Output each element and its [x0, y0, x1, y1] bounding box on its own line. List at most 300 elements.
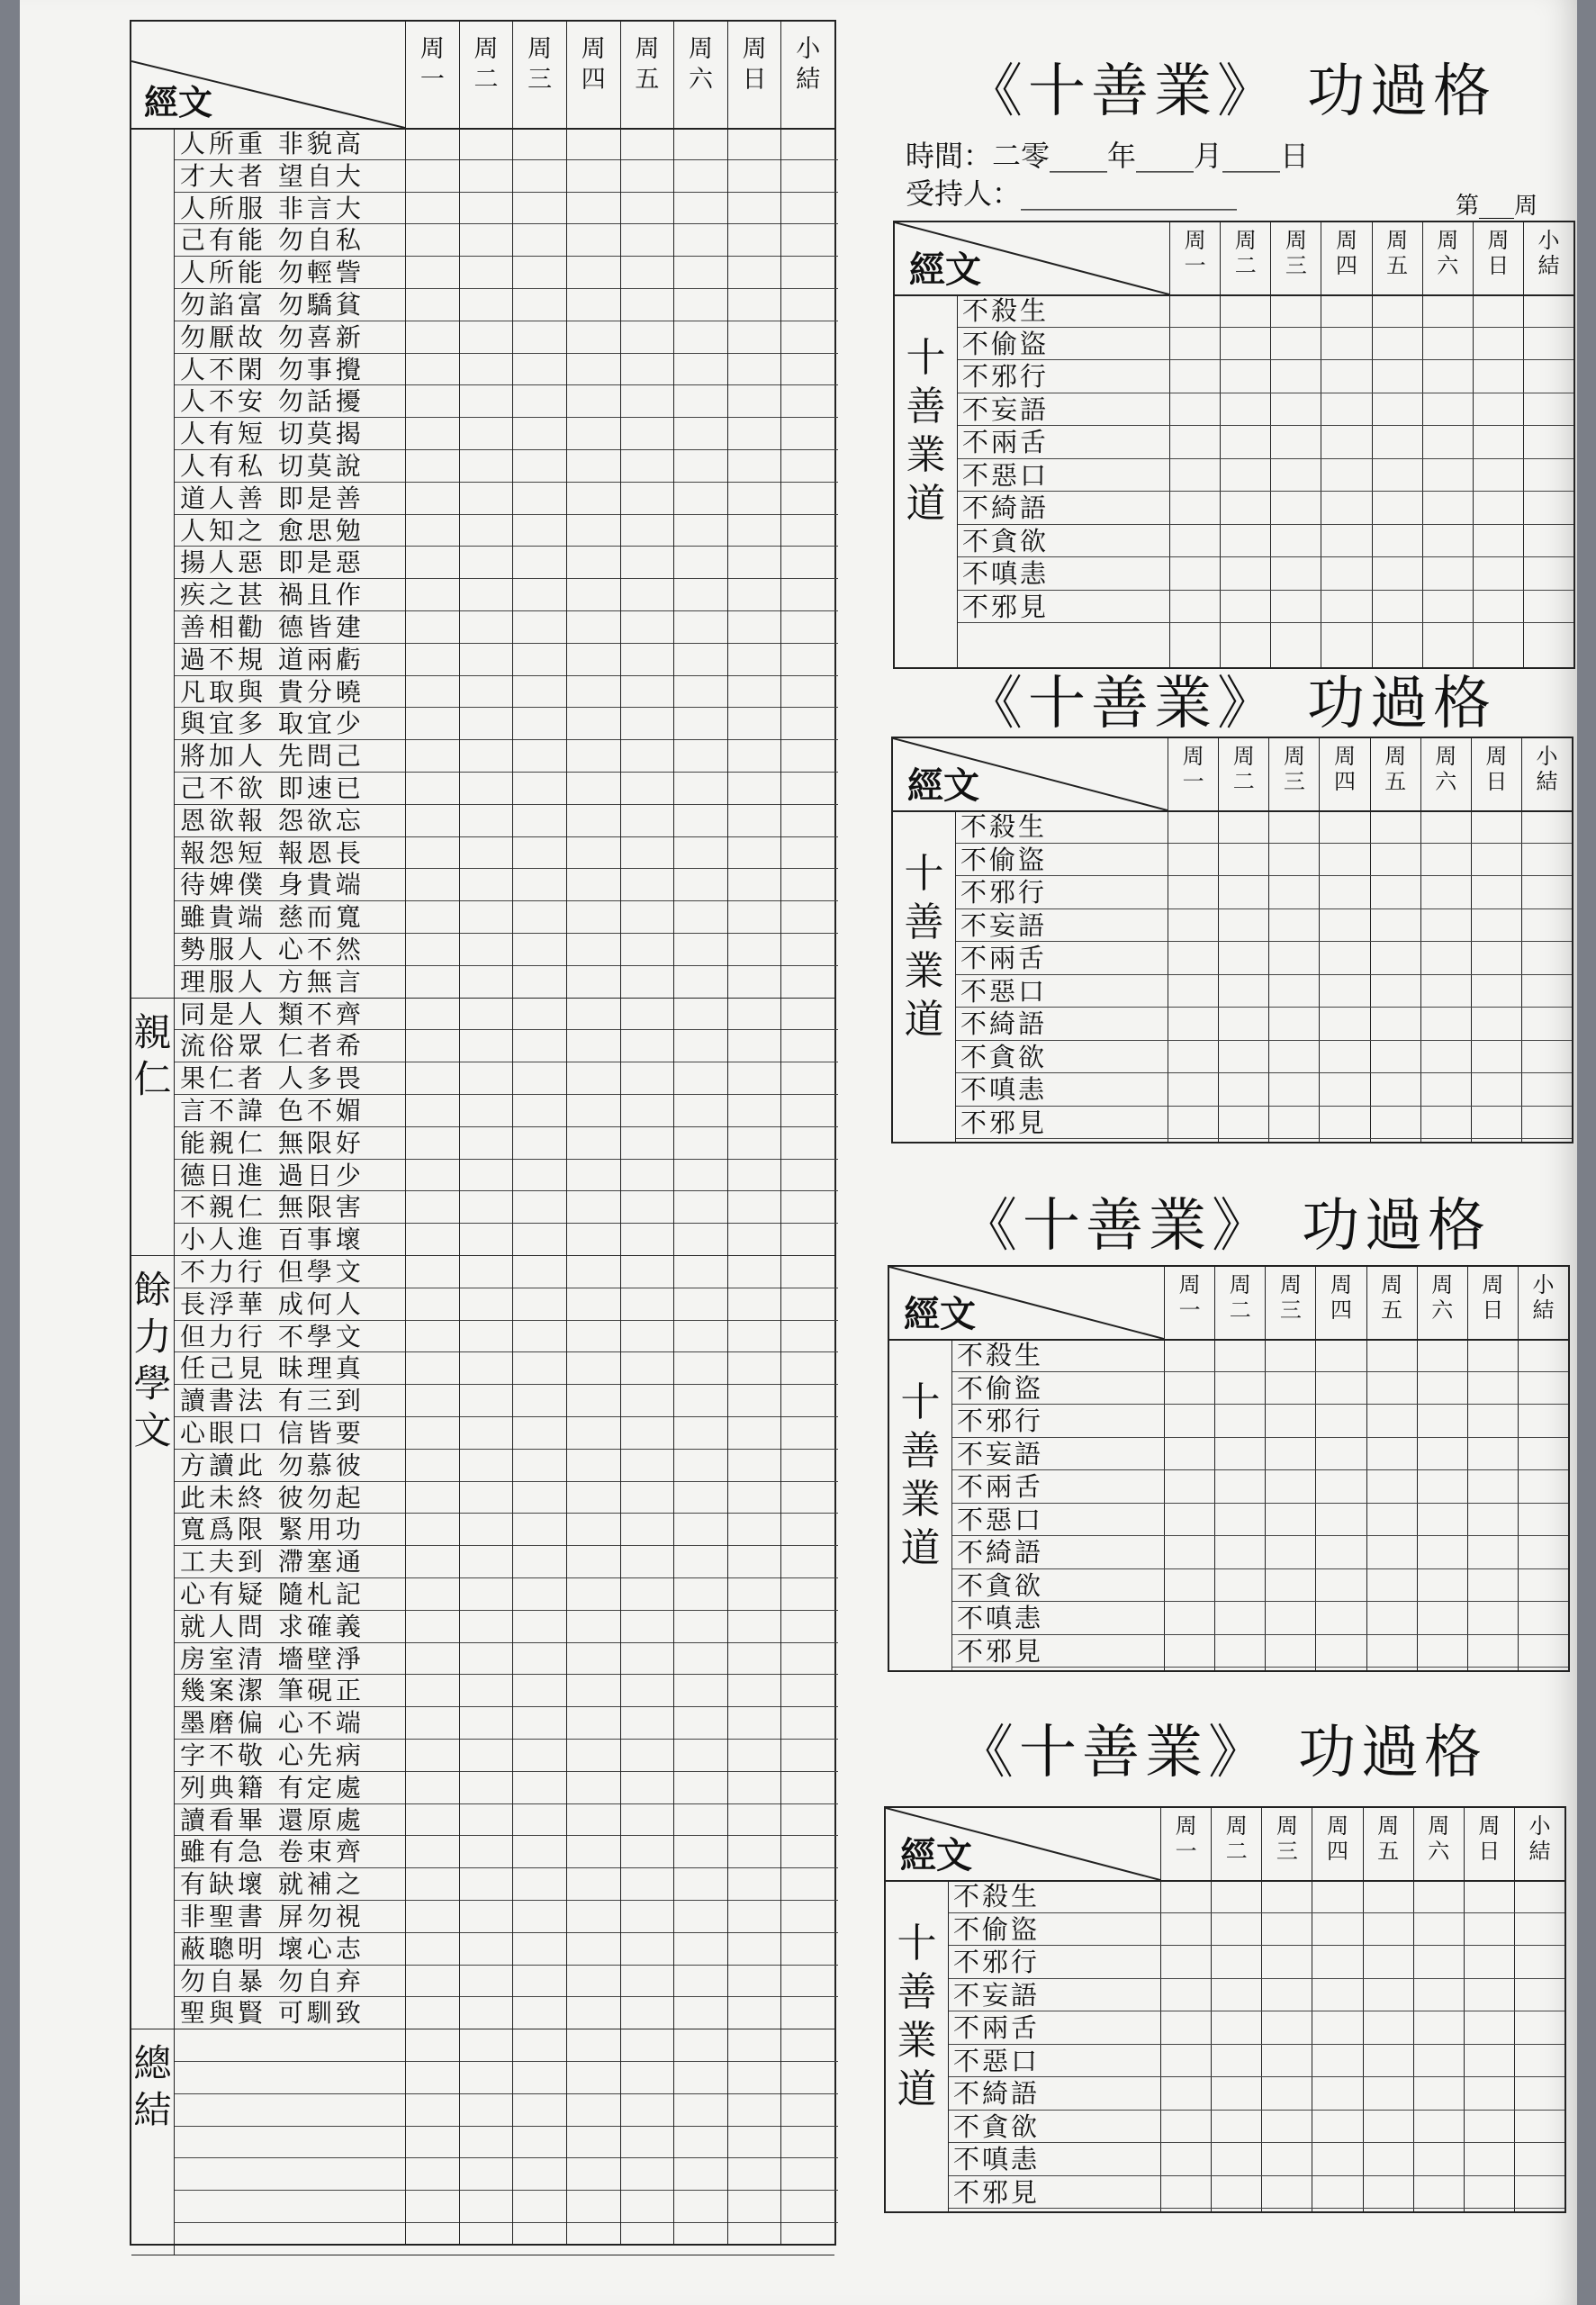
day-header-line2: 結 — [796, 66, 821, 94]
sutra-row — [175, 1224, 838, 1256]
day-column-header — [1363, 1808, 1413, 1880]
sutra-row — [175, 1352, 838, 1385]
merit-table — [893, 221, 1575, 669]
merit-label-char: 善 — [897, 1969, 937, 2015]
sutra-verse: 流俗眾 仁者希 — [180, 1031, 365, 1062]
day-column-header — [780, 22, 834, 128]
precept-row — [949, 1979, 1564, 2012]
sutra-row — [175, 515, 838, 547]
day-header-line2: 結 — [1528, 1839, 1551, 1864]
day-header-line1: 小 — [1537, 228, 1560, 253]
day-header-line2: 四 — [1330, 1297, 1352, 1323]
precept-row — [949, 1880, 1564, 1913]
day-column-header — [1211, 1808, 1261, 1880]
precept-row — [958, 294, 1573, 328]
precept-label: 不殺生 — [953, 1881, 1041, 1912]
sutra-verse: 果仁者 人多畏 — [180, 1063, 365, 1094]
sutra-row — [175, 1772, 838, 1804]
sutra-row — [175, 1578, 838, 1611]
merit-section-label — [895, 294, 958, 667]
merit-label-char: 業 — [904, 948, 944, 994]
day-header-line2: 結 — [1532, 1297, 1555, 1323]
merit-label-char: 十 — [906, 335, 946, 381]
day-header-line1: 周 — [1232, 744, 1255, 769]
sutra-verse: 但力行 不學文 — [180, 1321, 365, 1351]
day-header-line1: 周 — [1485, 744, 1508, 769]
page-sheet — [20, 0, 1577, 2305]
week-suffix: 周 — [1514, 193, 1538, 220]
precept-row — [958, 393, 1573, 427]
sutra-verse: 同是人 類不齊 — [180, 999, 365, 1029]
day-header-line1: 小 — [796, 35, 821, 63]
day-header-line2: 一 — [1184, 253, 1206, 278]
sutra-verse: 凡取與 貴分曉 — [180, 676, 365, 707]
precept-row — [958, 591, 1573, 624]
sutra-row — [175, 193, 838, 225]
merit-label-char: 十 — [904, 851, 944, 897]
column-rule — [673, 128, 674, 2244]
day-header-line2: 三 — [1283, 769, 1305, 794]
day-header-line2: 日 — [1487, 253, 1510, 278]
sutra-verse: 幾案潔 筆硯正 — [180, 1676, 365, 1706]
precept-label: 不殺生 — [960, 811, 1048, 842]
precept-row — [958, 426, 1573, 459]
merit-section-label — [889, 1339, 952, 1670]
precept-row — [952, 1339, 1568, 1372]
day-header-line1: 小 — [1532, 1272, 1555, 1297]
section-label-char: 結 — [133, 2088, 172, 2133]
sutra-row — [175, 611, 838, 644]
sutra-verse: 非聖書 屏勿視 — [180, 1902, 365, 1931]
merit-label-char: 善 — [904, 899, 944, 945]
sutra-verse: 德日進 過日少 — [180, 1160, 365, 1190]
precept-label: 不綺語 — [953, 2078, 1041, 2109]
day-column-header — [405, 22, 459, 128]
sutra-verse: 人有私 切莫說 — [180, 451, 365, 481]
merit-label-char: 業 — [900, 1477, 941, 1523]
left-table-header — [131, 22, 834, 130]
sutra-verse: 人所能 勿輕訾 — [180, 258, 365, 288]
day-column-header — [1169, 222, 1220, 294]
sutra-verse: 道人善 即是善 — [180, 483, 365, 513]
merit-title-main: 《十善業》 — [956, 1720, 1271, 1786]
day-column-header — [1471, 738, 1521, 810]
merit-table-header — [889, 1267, 1568, 1341]
sutra-row — [175, 1707, 838, 1740]
column-rule — [566, 128, 567, 2244]
sutra-row — [175, 1385, 838, 1417]
precept-label: 不邪見 — [960, 1107, 1048, 1138]
day-header-line2: 六 — [1431, 1297, 1454, 1323]
sutra-row — [175, 289, 838, 321]
day-header-line2: 四 — [581, 66, 606, 94]
sutra-section — [131, 2029, 834, 2255]
sutra-row — [175, 1191, 838, 1224]
merit-table — [884, 1806, 1566, 2213]
sutra-row — [175, 321, 838, 354]
day-column-header — [1265, 1267, 1315, 1339]
day-header-line1: 周 — [1178, 1272, 1201, 1297]
day-column-header — [1417, 1267, 1467, 1339]
merit-label-char: 善 — [906, 384, 946, 429]
day-header-line2: 四 — [1335, 253, 1357, 278]
day-header-line1: 周 — [1435, 744, 1457, 769]
precept-row — [956, 876, 1572, 909]
precept-row — [956, 810, 1572, 844]
precept-label: 不惡口 — [962, 459, 1050, 491]
precept-row — [949, 2111, 1564, 2144]
day-header-line2: 五 — [635, 66, 660, 94]
day-header-line1: 周 — [1431, 1272, 1454, 1297]
precept-label: 不嗔恚 — [962, 558, 1050, 589]
sutra-verse: 人所服 非言大 — [180, 193, 365, 223]
precept-label: 不邪行 — [957, 1406, 1044, 1436]
sutra-verse: 心有疑 隨札記 — [180, 1579, 365, 1609]
sutra-row — [175, 1997, 838, 2029]
merit-section-label — [893, 810, 956, 1142]
sutra-verse: 房室清 墻壁淨 — [180, 1643, 365, 1674]
day-column-header — [1261, 1808, 1312, 1880]
day-header-line1: 周 — [1384, 744, 1407, 769]
precept-label: 不貪欲 — [953, 2111, 1041, 2142]
sutra-section — [131, 999, 834, 1256]
day-column-header — [566, 22, 620, 128]
day-header-line1: 周 — [1437, 228, 1459, 253]
sutra-row — [175, 385, 838, 418]
section-label — [131, 2029, 175, 2255]
precept-row — [952, 1536, 1568, 1569]
precept-label: 不綺語 — [962, 493, 1050, 523]
day-header-line2: 三 — [1276, 1839, 1298, 1864]
merit-title — [965, 45, 1496, 128]
merit-table-header — [895, 222, 1573, 296]
sutra-verse: 列典籍 有定處 — [180, 1772, 365, 1803]
sutra-verse: 聖與賢 可馴致 — [180, 1998, 365, 2029]
sutra-row — [175, 2127, 838, 2159]
day-header-line2: 二 — [1232, 769, 1255, 794]
precept-label: 不惡口 — [960, 975, 1048, 1007]
precept-row — [956, 1073, 1572, 1107]
sutra-row — [175, 224, 838, 257]
sutra-row — [175, 160, 838, 193]
day-column-header — [1372, 222, 1422, 294]
sutra-row — [175, 2223, 838, 2255]
precept-row — [952, 1569, 1568, 1603]
sutra-row — [175, 1417, 838, 1450]
merit-table — [891, 737, 1573, 1143]
section-label — [131, 128, 175, 998]
merit-title-sub: 功過格 — [1307, 59, 1496, 125]
sutra-row — [175, 1288, 838, 1321]
day-column-header — [1319, 738, 1369, 810]
day-column-header — [512, 22, 566, 128]
precept-label: 不妄語 — [953, 1979, 1041, 2011]
day-header-line1: 小 — [1536, 744, 1558, 769]
precept-label: 不邪見 — [962, 591, 1050, 622]
merit-title — [960, 1180, 1491, 1262]
section-label-char: 文 — [133, 1408, 172, 1452]
day-header-line2: 六 — [1437, 253, 1459, 278]
day-header-line1: 周 — [419, 35, 445, 63]
section-label-char: 餘 — [133, 1268, 172, 1312]
precept-label: 不貪欲 — [957, 1569, 1044, 1601]
day-column-header — [1315, 1267, 1366, 1339]
sutra-header-cell — [131, 22, 405, 128]
day-header-line2: 六 — [1428, 1839, 1450, 1864]
precept-row — [956, 1041, 1572, 1074]
precept-label: 不兩舌 — [960, 943, 1048, 973]
column-rule — [459, 128, 460, 2244]
day-header-line2: 二 — [473, 66, 499, 94]
column-rule — [727, 128, 728, 2244]
sutra-verse: 讀看畢 還原處 — [180, 1804, 365, 1835]
day-header-line1: 周 — [1482, 1272, 1504, 1297]
precept-row — [956, 909, 1572, 943]
column-rule — [405, 128, 406, 2244]
sutra-row — [175, 1321, 838, 1353]
day-column-header — [1160, 1808, 1211, 1880]
day-header-line2: 一 — [1182, 769, 1204, 794]
merit-label-char: 十 — [900, 1379, 941, 1425]
sutra-row — [175, 740, 838, 773]
day-header-line1: 周 — [1428, 1813, 1450, 1839]
sutra-header-cell — [889, 1267, 1164, 1339]
sutra-row — [175, 2158, 838, 2191]
sutra-row — [175, 1482, 838, 1514]
week-blank: ___ — [1479, 193, 1515, 220]
precept-row — [956, 844, 1572, 877]
sutra-row — [175, 418, 838, 450]
day-header-line2: 二 — [1225, 1839, 1248, 1864]
day-header-line2: 五 — [1381, 1297, 1403, 1323]
sutra-verse: 寬爲限 緊用功 — [180, 1514, 365, 1545]
sutra-row — [175, 450, 838, 483]
day-header-line1: 周 — [635, 35, 660, 63]
section-label-char: 親 — [133, 1009, 172, 1054]
precept-row — [949, 2045, 1564, 2078]
day-column-header — [1214, 1267, 1265, 1339]
column-rule — [512, 128, 513, 2244]
sutra-verse: 勢服人 心不然 — [180, 935, 365, 964]
precept-label: 不偷盜 — [953, 1913, 1041, 1945]
day-header-line2: 一 — [1178, 1297, 1201, 1323]
precept-row — [952, 1470, 1568, 1504]
sutra-row — [175, 128, 838, 160]
precept-row — [956, 975, 1572, 1008]
sutra-row — [175, 547, 838, 579]
sutra-verse: 言不諱 色不媚 — [180, 1095, 365, 1125]
merit-label-char: 善 — [900, 1428, 941, 1474]
precept-label: 不貪欲 — [962, 525, 1050, 556]
precept-row — [952, 1504, 1568, 1537]
sutra-verse: 墨磨偏 心不端 — [180, 1708, 365, 1739]
merit-title-sub: 功過格 — [1302, 1193, 1491, 1260]
sutra-verse: 人有短 切莫揭 — [180, 419, 365, 449]
day-header-line2: 二 — [1229, 1297, 1251, 1323]
merit-title — [965, 657, 1496, 740]
section-label — [131, 1256, 175, 2029]
precept-row — [949, 2143, 1564, 2176]
day-header-line1: 周 — [1381, 1272, 1403, 1297]
precept-label: 不綺語 — [960, 1008, 1048, 1039]
precept-row — [949, 1913, 1564, 1947]
day-header-line1: 周 — [527, 35, 553, 63]
merit-section-label — [886, 1880, 949, 2211]
sutra-row — [175, 901, 838, 934]
day-header-line2: 日 — [742, 66, 767, 94]
day-header-line2: 五 — [1384, 769, 1407, 794]
sutra-header-label: 經文 — [900, 1835, 972, 1876]
sutra-row — [175, 2094, 838, 2127]
day-column-header — [1523, 222, 1573, 294]
day-header-line1: 周 — [1386, 228, 1409, 253]
day-header-line2: 六 — [1435, 769, 1457, 794]
precept-label: 不邪行 — [953, 1947, 1041, 1977]
sutra-verse: 己不欲 即速已 — [180, 773, 365, 803]
precept-label: 不嗔恚 — [960, 1074, 1048, 1105]
sutra-header-cell — [886, 1808, 1160, 1880]
day-header-line1: 周 — [1478, 1813, 1501, 1839]
day-column-header — [1370, 738, 1420, 810]
day-header-line1: 周 — [1182, 744, 1204, 769]
merit-label-char: 道 — [897, 2066, 937, 2112]
day-header-line1: 周 — [1175, 1813, 1197, 1839]
sutra-row — [175, 257, 838, 289]
day-header-line1: 周 — [1333, 744, 1356, 769]
sutra-verse: 待婢僕 身貴端 — [180, 870, 365, 900]
day-column-header — [1164, 1267, 1214, 1339]
sutra-verse: 此未終 彼勿起 — [180, 1482, 365, 1513]
day-column-header — [1218, 738, 1268, 810]
precept-label: 不殺生 — [962, 295, 1050, 326]
day-column-header — [727, 22, 781, 128]
sutra-section — [131, 128, 834, 999]
precept-row — [958, 492, 1573, 525]
sutra-row — [175, 1514, 838, 1546]
sutra-verse: 小人進 百事壞 — [180, 1225, 365, 1255]
day-column-header — [1413, 1808, 1464, 1880]
day-header-line1: 周 — [1184, 228, 1206, 253]
precept-row — [952, 1372, 1568, 1406]
precept-row — [952, 1635, 1568, 1668]
day-column-header — [1467, 1267, 1518, 1339]
merit-title-main: 《十善業》 — [965, 59, 1280, 125]
day-column-header — [1366, 1267, 1417, 1339]
section-label-char: 學 — [133, 1361, 172, 1406]
sutra-verse: 與宜多 取宜少 — [180, 709, 365, 739]
sutra-verse: 理服人 方無言 — [180, 966, 365, 997]
sutra-row — [175, 1836, 838, 1868]
sutra-verse: 勿厭故 勿喜新 — [180, 321, 365, 352]
sutra-verse: 工夫到 滯塞通 — [180, 1547, 365, 1577]
merit-table-header — [893, 738, 1572, 812]
day-column-header — [1312, 1808, 1362, 1880]
precept-row — [958, 557, 1573, 591]
sutra-row — [175, 999, 838, 1031]
column-rule — [780, 128, 781, 2244]
day-header-line1: 周 — [688, 35, 713, 63]
precept-label: 不邪見 — [953, 2176, 1041, 2208]
sutra-row — [175, 805, 838, 837]
precept-label: 不偷盜 — [960, 844, 1048, 875]
day-header-line2: 六 — [688, 66, 713, 94]
sutra-verse: 才大者 望自大 — [180, 160, 365, 191]
merit-label-char: 業 — [906, 432, 946, 478]
sutra-verse: 讀書法 有三到 — [180, 1386, 365, 1416]
day-column-header — [1168, 738, 1218, 810]
day-column-header — [1268, 738, 1319, 810]
merit-title-sub: 功過格 — [1307, 671, 1496, 737]
precept-row — [956, 1107, 1572, 1140]
precept-label: 不邪行 — [962, 361, 1050, 392]
sutra-row — [175, 1030, 838, 1062]
sutra-verse: 揚人惡 即是惡 — [180, 547, 365, 578]
sutra-row — [175, 1256, 838, 1288]
day-column-header — [620, 22, 674, 128]
sutra-row — [175, 1546, 838, 1578]
precept-row — [952, 1405, 1568, 1438]
left-sutra-table — [130, 20, 836, 2246]
merit-title-sub: 功過格 — [1298, 1720, 1487, 1786]
precept-label: 不惡口 — [953, 2045, 1041, 2076]
sutra-section — [131, 1256, 834, 2029]
sutra-row — [175, 1450, 838, 1482]
sutra-row — [175, 869, 838, 901]
precept-row — [952, 1602, 1568, 1635]
day-header-line2: 三 — [1285, 253, 1307, 278]
precept-row — [952, 1438, 1568, 1471]
merit-label-char: 十 — [897, 1921, 937, 1966]
sutra-verse: 人不安 勿話擾 — [180, 386, 365, 417]
day-column-header — [1420, 738, 1471, 810]
day-header-line2: 日 — [1482, 1297, 1504, 1323]
precept-row — [949, 1946, 1564, 1979]
sutra-verse: 能親仁 無限好 — [180, 1127, 365, 1158]
day-header-line1: 小 — [1528, 1813, 1551, 1839]
holder-line: 受持人：_______________ — [906, 176, 1238, 211]
sutra-verse: 疾之甚 禍且作 — [180, 580, 365, 610]
sutra-header-label: 經文 — [907, 765, 979, 807]
precept-label: 不嗔恚 — [953, 2144, 1041, 2174]
sutra-row — [175, 1675, 838, 1707]
sutra-verse: 有缺壞 就補之 — [180, 1869, 365, 1900]
precept-row — [949, 2077, 1564, 2111]
sutra-row — [175, 837, 838, 870]
day-column-header — [673, 22, 727, 128]
sutra-row — [175, 1127, 838, 1160]
sutra-verse: 恩欲報 怨欲忘 — [180, 805, 365, 836]
sutra-verse: 人不閑 勿事攪 — [180, 354, 365, 384]
merit-title — [956, 1706, 1487, 1789]
sutra-verse: 人所重 非貌高 — [180, 129, 365, 158]
day-header-line1: 周 — [1335, 228, 1357, 253]
precept-label: 不殺生 — [957, 1340, 1044, 1370]
sutra-header-cell — [895, 222, 1169, 294]
sutra-row — [175, 644, 838, 676]
precept-label: 不邪見 — [957, 1635, 1044, 1667]
sutra-row — [175, 1611, 838, 1643]
sutra-row — [175, 1868, 838, 1901]
precept-label: 不偷盜 — [957, 1372, 1044, 1404]
day-header-line1: 周 — [1229, 1272, 1251, 1297]
precept-row — [958, 459, 1573, 493]
sutra-verse: 就人問 求確義 — [180, 1611, 365, 1641]
merit-table — [888, 1265, 1570, 1672]
day-column-header — [1321, 222, 1371, 294]
sutra-row — [175, 1740, 838, 1772]
day-header-line2: 結 — [1536, 769, 1558, 794]
sutra-row — [175, 1901, 838, 1933]
